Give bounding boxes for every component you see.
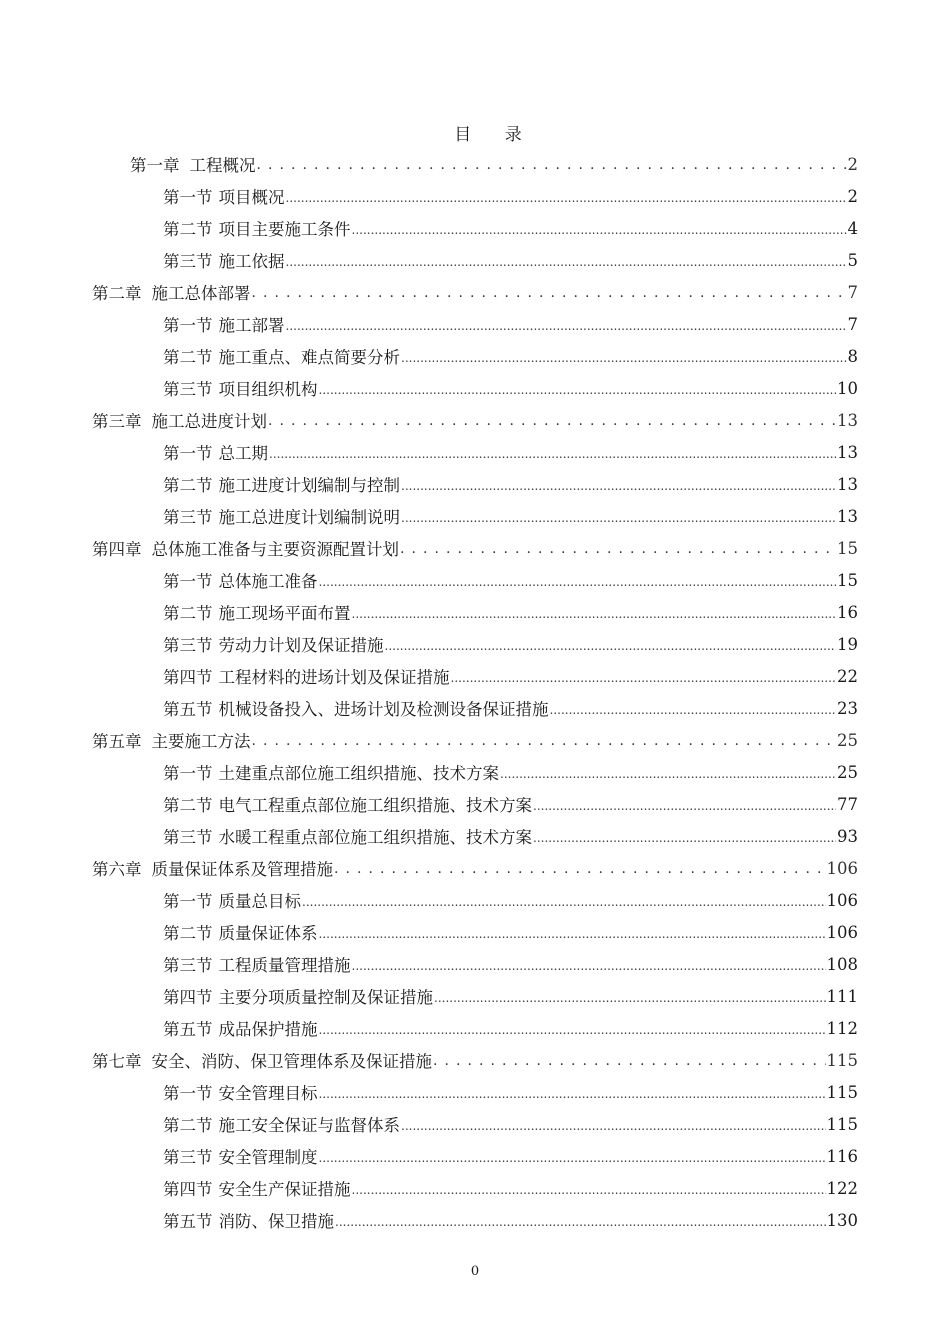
toc-entry-page: 130 — [826, 1210, 858, 1230]
toc-entry-title: 项目主要施工条件 — [218, 220, 351, 239]
toc-entry-page: 2 — [847, 186, 858, 206]
toc-dot-leader — [302, 890, 826, 910]
toc-entry-number: 第三节 — [163, 956, 213, 975]
toc-dot-leader — [352, 954, 826, 974]
toc-dot-leader — [334, 858, 826, 878]
toc-entry-page: 19 — [837, 634, 858, 654]
toc-section-entry[interactable] — [163, 756, 858, 788]
toc-entry-number: 第二节 — [163, 220, 213, 239]
toc-dot-leader — [257, 154, 847, 174]
toc-chapter-entry[interactable] — [130, 148, 858, 180]
toc-entry-title: 质量保证体系 — [218, 924, 318, 943]
toc-section-entry[interactable] — [163, 820, 858, 852]
toc-entry-title: 施工进度计划编制与控制 — [218, 476, 400, 495]
toc-entry-number: 第三节 — [163, 252, 213, 271]
toc-entry-number: 第二节 — [163, 1116, 213, 1135]
toc-dot-leader — [385, 634, 837, 654]
toc-title: 目 录 — [454, 125, 536, 145]
toc-entry-number: 第六章 — [92, 860, 142, 879]
toc-entry-page: 13 — [837, 506, 858, 526]
toc-section-entry[interactable] — [163, 244, 858, 276]
toc-entry-number: 第三节 — [163, 508, 213, 527]
toc-entry-number: 第二节 — [163, 924, 213, 943]
toc-entry-title: 主要施工方法 — [151, 732, 251, 751]
footer-page-number: 0 — [470, 1264, 480, 1279]
toc-entry-page: 106 — [826, 922, 858, 942]
toc-section-entry[interactable] — [163, 628, 858, 660]
toc-dot-leader — [319, 570, 837, 590]
toc-entry-title: 施工重点、难点简要分析 — [218, 348, 400, 367]
toc-entry-page: 7 — [847, 282, 858, 302]
toc-section-entry[interactable] — [163, 1076, 858, 1108]
toc-section-entry[interactable] — [163, 884, 858, 916]
toc-dot-leader — [286, 314, 847, 334]
toc-entry-title: 施工部署 — [218, 316, 285, 335]
toc-entry-title: 水暖工程重点部位施工组织措施、技术方案 — [218, 828, 532, 847]
toc-entry-title: 施工总进度计划 — [151, 412, 267, 431]
toc-entry-page: 8 — [847, 346, 858, 366]
toc-dot-leader — [533, 826, 836, 846]
toc-section-entry[interactable] — [163, 980, 858, 1012]
toc-entry-title: 电气工程重点部位施工组织措施、技术方案 — [218, 796, 532, 815]
toc-dot-leader — [352, 218, 847, 238]
toc-entry-page: 106 — [826, 858, 858, 878]
toc-entry-number: 第二章 — [92, 284, 142, 303]
toc-entry-page: 2 — [847, 154, 858, 174]
toc-entry-number: 第四节 — [163, 1180, 213, 1199]
toc-section-entry[interactable] — [163, 180, 858, 212]
toc-section-entry[interactable] — [163, 692, 858, 724]
toc-dot-leader — [451, 666, 837, 686]
toc-section-entry[interactable] — [163, 564, 858, 596]
toc-entry-number: 第二节 — [163, 476, 213, 495]
toc-entry-title: 安全生产保证措施 — [218, 1180, 351, 1199]
toc-section-entry[interactable] — [163, 1108, 858, 1140]
toc-entry-page: 116 — [826, 1146, 858, 1166]
toc-dot-leader — [352, 1178, 826, 1198]
toc-entry-title: 劳动力计划及保证措施 — [218, 636, 384, 655]
toc-entry-title: 施工安全保证与监督体系 — [218, 1116, 400, 1135]
toc-dot-leader — [401, 506, 836, 526]
toc-entry-title: 总体施工准备与主要资源配置计划 — [151, 540, 399, 559]
toc-entry-number: 第五节 — [163, 700, 213, 719]
toc-entry-number: 第七章 — [92, 1052, 142, 1071]
toc-entry-number: 第一节 — [163, 188, 213, 207]
toc-entry-page: 22 — [837, 666, 858, 686]
toc-dot-leader — [433, 1050, 826, 1070]
toc-entry-title: 总体施工准备 — [218, 572, 318, 591]
toc-dot-leader — [500, 762, 836, 782]
toc-section-entry[interactable] — [163, 788, 858, 820]
toc-section-entry[interactable] — [163, 436, 858, 468]
toc-entry-number: 第二节 — [163, 348, 213, 367]
toc-entry-page: 115 — [826, 1050, 858, 1070]
toc-entry-page: 15 — [837, 570, 858, 590]
toc-entry-number: 第一节 — [163, 764, 213, 783]
toc-dot-leader — [252, 282, 847, 302]
toc-entry-page: 16 — [837, 602, 858, 622]
toc-entry-page: 112 — [826, 1018, 858, 1038]
toc-entry-number: 第一节 — [163, 316, 213, 335]
toc-section-entry[interactable] — [163, 660, 858, 692]
toc-dot-leader — [319, 1146, 826, 1166]
toc-entry-title: 总工期 — [218, 444, 268, 463]
toc-section-entry[interactable] — [163, 948, 858, 980]
toc-chapter-entry[interactable] — [92, 724, 858, 756]
toc-entry-number: 第三节 — [163, 828, 213, 847]
toc-entry-title: 消防、保卫措施 — [218, 1212, 334, 1231]
toc-section-entry[interactable] — [163, 340, 858, 372]
toc-entry-page: 115 — [826, 1114, 858, 1134]
toc-entry-title: 施工总体部署 — [151, 284, 251, 303]
toc-dot-leader — [269, 442, 836, 462]
toc-entry-title: 工程质量管理措施 — [218, 956, 351, 975]
toc-entry-title: 施工总进度计划编制说明 — [218, 508, 400, 527]
toc-entry-number: 第三节 — [163, 636, 213, 655]
toc-entry-page: 106 — [826, 890, 858, 910]
toc-section-entry[interactable] — [163, 308, 858, 340]
toc-dot-leader — [319, 1082, 826, 1102]
toc-entry-page: 25 — [837, 730, 858, 750]
toc-entry-number: 第一节 — [163, 572, 213, 591]
toc-section-entry[interactable] — [163, 1140, 858, 1172]
toc-dot-leader — [319, 1018, 826, 1038]
toc-entry-number: 第五章 — [92, 732, 142, 751]
toc-dot-leader — [401, 1114, 826, 1134]
toc-entry-page: 77 — [837, 794, 858, 814]
toc-dot-leader — [434, 986, 826, 1006]
toc-entry-title: 机械设备投入、进场计划及检测设备保证措施 — [218, 700, 549, 719]
toc-dot-leader — [252, 730, 837, 750]
toc-entry-number: 第一章 — [130, 156, 180, 175]
toc-chapter-entry[interactable] — [92, 852, 858, 884]
toc-section-entry[interactable] — [163, 1204, 858, 1236]
toc-dot-leader — [335, 1210, 826, 1230]
toc-entry-title: 项目概况 — [218, 188, 285, 207]
toc-dot-leader — [533, 794, 836, 814]
toc-chapter-entry[interactable] — [92, 276, 858, 308]
toc-entry-number: 第四节 — [163, 988, 213, 1007]
toc-entry-page: 13 — [837, 442, 858, 462]
toc-entry-page: 4 — [847, 218, 858, 238]
toc-entry-title: 质量总目标 — [218, 892, 301, 911]
toc-dot-leader — [400, 538, 836, 558]
toc-section-entry[interactable] — [163, 596, 858, 628]
toc-entry-page: 5 — [847, 250, 858, 270]
toc-entry-number: 第一节 — [163, 1084, 213, 1103]
toc-section-entry[interactable] — [163, 500, 858, 532]
toc-dot-leader — [268, 410, 836, 430]
toc-dot-leader — [401, 474, 836, 494]
toc-entry-title: 成品保护措施 — [218, 1020, 318, 1039]
toc-section-entry[interactable] — [163, 1172, 858, 1204]
toc-entry-number: 第五节 — [163, 1212, 213, 1231]
toc-chapter-entry[interactable] — [92, 532, 858, 564]
toc-entry-page: 108 — [826, 954, 858, 974]
toc-section-entry[interactable] — [163, 372, 858, 404]
toc-entry-number: 第三节 — [163, 380, 213, 399]
toc-entry-page: 115 — [826, 1082, 858, 1102]
toc-entry-page: 93 — [837, 826, 858, 846]
toc-entry-page: 111 — [826, 986, 858, 1006]
toc-entry-page: 7 — [847, 314, 858, 334]
toc-entry-title: 施工依据 — [218, 252, 285, 271]
toc-entry-title: 工程材料的进场计划及保证措施 — [218, 668, 450, 687]
toc-dot-leader — [319, 378, 837, 398]
toc-entry-number: 第一节 — [163, 892, 213, 911]
toc-entry-number: 第二节 — [163, 796, 213, 815]
toc-entry-title: 安全管理目标 — [218, 1084, 318, 1103]
toc-entry-number: 第三章 — [92, 412, 142, 431]
toc-section-entry[interactable] — [163, 212, 858, 244]
toc-entry-title: 质量保证体系及管理措施 — [151, 860, 333, 879]
toc-chapter-entry[interactable] — [92, 404, 858, 436]
toc-entry-number: 第一节 — [163, 444, 213, 463]
toc-entry-title: 施工现场平面布置 — [218, 604, 351, 623]
toc-entry-number: 第三节 — [163, 1148, 213, 1167]
toc-dot-leader — [401, 346, 847, 366]
toc-entry-page: 13 — [837, 410, 858, 430]
toc-entry-page: 15 — [837, 538, 858, 558]
toc-dot-leader — [286, 250, 847, 270]
toc-dot-leader — [319, 922, 826, 942]
toc-entry-title: 安全、消防、保卫管理体系及保证措施 — [151, 1052, 432, 1071]
toc-entry-number: 第五节 — [163, 1020, 213, 1039]
toc-entry-title: 安全管理制度 — [218, 1148, 318, 1167]
toc-entry-page: 10 — [837, 378, 858, 398]
toc-entry-page: 122 — [826, 1178, 858, 1198]
toc-entry-number: 第二节 — [163, 604, 213, 623]
toc-dot-leader — [352, 602, 837, 622]
toc-entry-page: 13 — [837, 474, 858, 494]
toc-entry-number: 第四章 — [92, 540, 142, 559]
toc-entry-title: 工程概况 — [189, 156, 256, 175]
toc-dot-leader — [286, 186, 847, 206]
toc-entry-number: 第四节 — [163, 668, 213, 687]
toc-dot-leader — [550, 698, 837, 718]
toc-entry-title: 土建重点部位施工组织措施、技术方案 — [218, 764, 499, 783]
toc-section-entry[interactable] — [163, 1012, 858, 1044]
toc-entry-page: 23 — [837, 698, 858, 718]
toc-chapter-entry[interactable] — [92, 1044, 858, 1076]
toc-entry-title: 主要分项质量控制及保证措施 — [218, 988, 433, 1007]
toc-entry-title: 项目组织机构 — [218, 380, 318, 399]
toc-entry-page: 25 — [837, 762, 858, 782]
toc-section-entry[interactable] — [163, 916, 858, 948]
toc-section-entry[interactable] — [163, 468, 858, 500]
